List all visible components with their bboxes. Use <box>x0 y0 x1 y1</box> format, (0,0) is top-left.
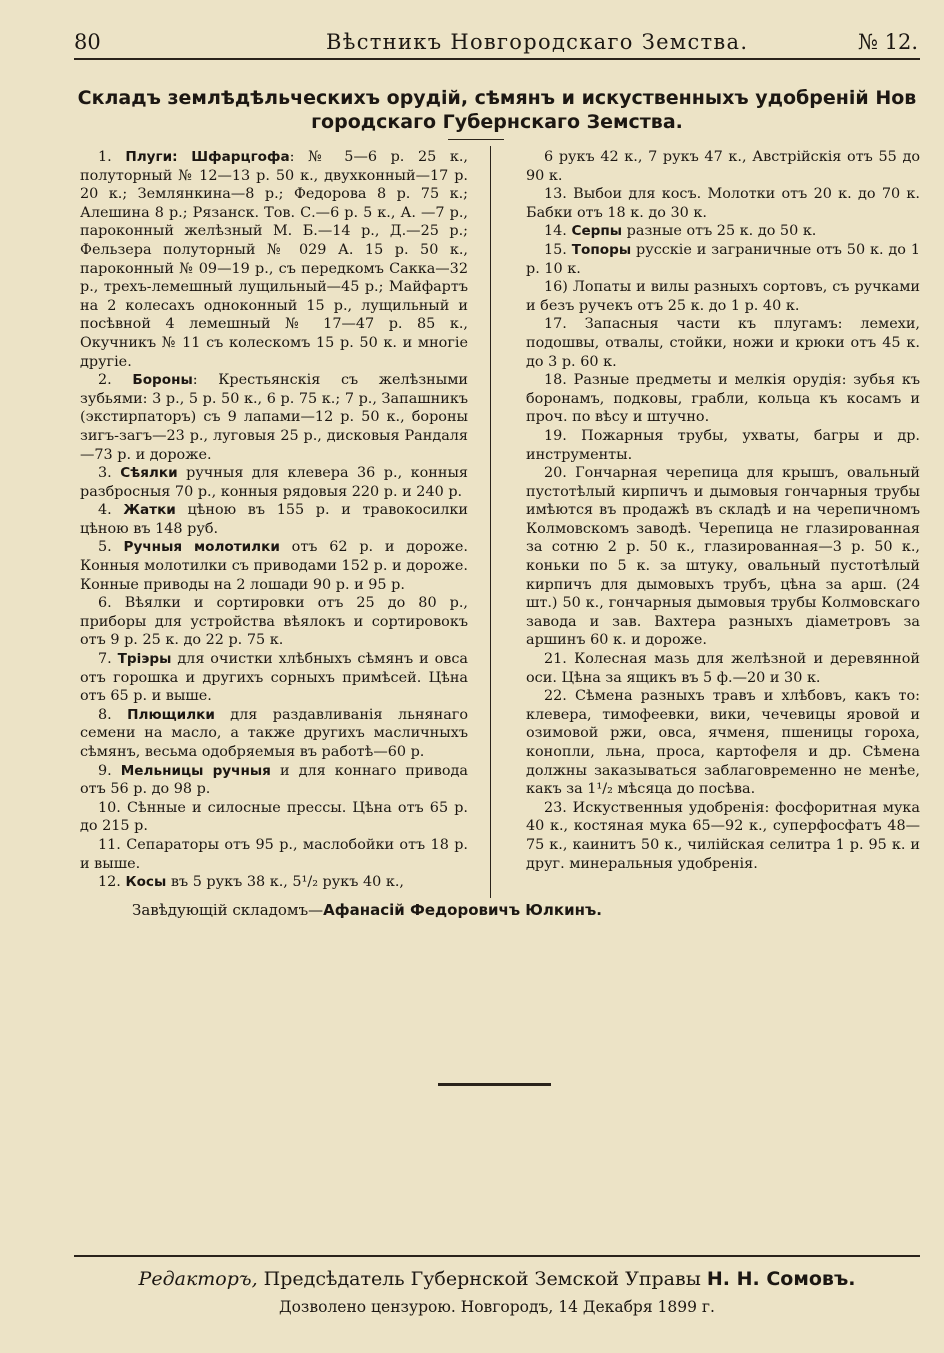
manager-prefix: Завѣдующій складомъ— <box>132 901 324 919</box>
item-text: ручныя для клевера 36 р., конныя разбросныя 70 р., конныя рядовыя 220 р. и 240 р. <box>80 465 469 500</box>
title-line-1: Складъ землѣдѣльческихъ орудій, сѣмянъ и искуственныхъ удобреній Нов <box>77 87 917 109</box>
column-divider <box>490 146 491 898</box>
list-item <box>80 706 468 762</box>
item-text: русскіе и заграничные отъ 50 к. до 1 р. 10 к. <box>526 241 920 277</box>
item-text: Лопаты и вилы разныхъ сортовъ, съ ручками и безъ ручекъ отъ 25 к. до 1 р. 40 к. <box>526 279 920 314</box>
warehouse-manager-line <box>132 901 920 919</box>
item-text: Вѣялки и сортировки отъ 25 до 80 р., приборы для устройства вѣялокъ и сортировокъ отъ 9 р. 25 к. до 22 р. 75 к. <box>80 595 468 649</box>
item-text: цѣною въ 155 р. и травокосилки цѣною въ 148 руб. <box>80 502 468 537</box>
manager-name: Афанасій Федоровичъ Юлкинъ. <box>323 901 602 919</box>
item-number: 7. <box>98 651 118 668</box>
item-heading: Серпы <box>571 223 623 240</box>
title-line-2: городскаго Губернскаго Земства. <box>311 111 683 133</box>
item-number: 13. <box>544 186 574 203</box>
list-item <box>526 650 920 687</box>
left-column <box>80 148 468 892</box>
list-item <box>526 278 920 315</box>
list-item <box>526 799 920 873</box>
item-number: 4. <box>98 502 124 519</box>
section-end-bar <box>438 1083 551 1086</box>
page-number: 80 <box>74 30 101 54</box>
list-item <box>526 148 920 185</box>
list-item <box>80 148 468 371</box>
list-item <box>526 687 920 799</box>
item-heading: Ручныя молотилки <box>123 539 280 556</box>
item-number: 5. <box>98 539 124 556</box>
item-text: разные отъ 25 к. до 50 к. <box>622 223 817 240</box>
item-number: 15. <box>544 241 572 258</box>
item-text: : № 5—6 р. 25 к., полуторный № 12—13 р. 50 к., двухконный—17 р. 20 к.; Землянкина—8 р.; Федорова 8 р. 75 к.; Алешина 8 р.; Рязанск. Тов. С.—6 р. 5 к., А. —7 р., пароконный желѣзный М. Б.—14 р., Д.—25 р.; Фельзера полуторный № 029 А. 15 р. 50 к., пароконный № 09—19 р., съ передкомъ Сакка—32 р., трехъ-лемешный лущильный—45 р.; Майфартъ на 2 колесахъ одноконный 15 р., лущильный и посѣвной 4 лемешный № 17—47 р. 85 к., Окучникъ № 11 съ колескомъ 15 р. 50 к. и многіе другіе. <box>80 149 468 370</box>
list-item <box>80 762 468 799</box>
item-text: Сѣнные и силосные прессы. Цѣна отъ 65 р. до 215 р. <box>80 799 468 835</box>
item-text: Сѣмена разныхъ травъ и хлѣбовъ, какъ то: клевера, тимофеевки, вики, чечевицы яровой и озимовой ржи, овса, ячменя, пшеницы гороха, конопли, льна, проса, картофеля и др. Сѣмена должны заказываться заблаговременно не менѣе, какъ за 1¹/₂ мѣсяца до посѣва. <box>526 688 920 798</box>
issue-number: № 12. <box>858 30 918 54</box>
item-heading: Сѣялки <box>120 465 178 482</box>
item-heading: Плуги: Шфарцгофа <box>125 149 290 165</box>
item-text: Разные предметы и мелкія орудія: зубья къ боронамъ, подковы, грабли, кольца къ косамъ и проч. по вѣсу и штучно. <box>526 372 920 426</box>
list-item <box>80 799 468 836</box>
item-number: 20. <box>544 465 576 482</box>
item-text: и для коннаго привода отъ 56 р. до 98 р. <box>80 762 469 798</box>
item-heading: Тріэры <box>117 651 172 668</box>
list-item <box>80 501 468 538</box>
item-text: для раздавливанія льнянаго семени на масло, а также другихъ масличныхъ сѣмянъ, весьма одобряемыя въ работѣ—60 р. <box>80 706 468 760</box>
right-column <box>526 148 920 873</box>
item-number: 21. <box>544 651 575 668</box>
item-number: 10. <box>98 799 127 816</box>
item-number: 16) <box>544 279 573 296</box>
item-text: : Крестьянскія съ желѣзными зубьями: 3 р., 5 р. 50 к., 6 р. 75 к.; 7 р., Запашникъ (экстирпаторъ) съ 9 лапами—12 р. 50 к., бороны зигъ-загъ—23 р., луговыя 25 р., дисковыя Рандаля—73 р. и дороже. <box>80 372 468 463</box>
item-text: Гончарная черепица для крышъ, овальный пустотѣлый кирпичъ и дымовыя гончарныя трубы имѣются въ продажѣ въ складѣ и на черепичномъ Колмовскомъ заводѣ. Черепица не глазированная за сотню 2 р. 50 к., глазированная—3 р. 50 к., коньки по 5 к. за штуку, овальный пустотѣлый кирпичъ для дымовыхъ трубъ, цѣна за арш. (24 шт.) 50 к., гончарныя дымовыя трубы Колмовскаго завода и зав. Вахтера разныхъ діаметровъ за аршинъ 60 к. и дороже. <box>526 465 920 649</box>
editor-name: Н. Н. Сомовъ. <box>706 1268 856 1290</box>
item-text: для очистки хлѣбныхъ сѣмянъ и овса отъ горошка и другихъ сорныхъ примѣсей. Цѣна отъ 65 р. и выше. <box>80 651 469 705</box>
item-number: 8. <box>98 706 128 723</box>
item-text: отъ 62 р. и дороже. Конныя молотилки съ приводами 152 р. и дороже. Конные приводы на 2 лошади 90 р. и 95 р. <box>80 539 468 593</box>
list-item <box>526 371 920 427</box>
item-text: Запасныя части къ плугамъ: лемехи, подошвы, отвалы, стойки, ножи и крюки отъ 45 к. до 3 р. 60 к. <box>526 316 920 370</box>
item-number: 11. <box>98 836 127 853</box>
item-text: въ 5 рукъ 38 к., 5¹/₂ рукъ 40 к., <box>166 874 404 891</box>
item-number: 14. <box>544 223 572 240</box>
censor-line: Дозволено цензурою. Новгородъ, 14 Декабря 1899 г. <box>279 1298 715 1316</box>
list-item <box>80 836 468 873</box>
list-item <box>80 371 468 464</box>
item-number: 12. <box>98 874 126 891</box>
item-heading: Жатки <box>123 502 176 519</box>
item-heading: Топоры <box>571 241 632 258</box>
item-number: 3. <box>98 465 121 482</box>
list-item <box>80 650 468 706</box>
list-item <box>526 464 920 650</box>
item-number: 1. <box>98 149 126 165</box>
item-text: Пожарныя трубы, ухваты, багры и др. инструменты. <box>526 427 920 463</box>
item-heading: Косы <box>125 874 167 891</box>
item-heading: Плющилки <box>127 706 215 723</box>
footer-rule <box>74 1255 920 1257</box>
list-item <box>526 185 920 222</box>
item-text: Выбои для косъ. Молотки отъ 20 к. до 70 к. Бабки отъ 18 к. до 30 к. <box>526 186 920 221</box>
item-text: Сепараторы отъ 95 р., маслобойки отъ 18 р. и выше. <box>80 836 468 872</box>
item-number: 23. <box>544 799 573 816</box>
running-header <box>74 28 920 58</box>
item-number: 6. <box>98 595 125 612</box>
list-item <box>526 222 920 241</box>
item-number: 9. <box>98 762 121 779</box>
list-item <box>80 873 468 892</box>
item-number: 17. <box>544 316 585 333</box>
item-number: 19. <box>544 427 582 444</box>
item-text: 6 рукъ 42 к., 7 рукъ 47 к., Австрійскія отъ 55 до 90 к. <box>526 149 920 184</box>
editor-line <box>74 1268 920 1290</box>
item-heading: Бороны <box>132 372 193 389</box>
article-title <box>74 86 920 134</box>
item-text: Искуственныя удобренія: фосфоритная мука 40 к., костяная мука 65—92 к., суперфосфатъ 48—75 к., каинитъ 50 к., чилійская селитра 1 р. 95 к. и друг. минеральныя удобренія. <box>526 799 920 872</box>
list-item <box>526 241 920 278</box>
list-item <box>526 315 920 371</box>
item-heading: Мельницы ручныя <box>120 762 271 779</box>
editor-label: Редакторъ, <box>138 1268 258 1290</box>
item-number: 18. <box>544 372 574 389</box>
list-item <box>80 538 468 594</box>
item-text: Колесная мазь для желѣзной и деревянной оси. Цѣна за ящикъ въ 5 ф.—20 и 30 к. <box>526 651 920 686</box>
editor-text: Предсѣдатель Губернской Земской Управы <box>257 1268 707 1290</box>
title-underline <box>448 139 504 140</box>
item-number: 22. <box>544 688 575 705</box>
list-item <box>526 427 920 464</box>
header-rule <box>74 58 920 60</box>
item-number: 2. <box>98 372 133 389</box>
list-item <box>80 594 468 650</box>
journal-title: Вѣстникъ Новгородскаго Земства. <box>326 30 749 54</box>
list-item <box>80 464 468 501</box>
